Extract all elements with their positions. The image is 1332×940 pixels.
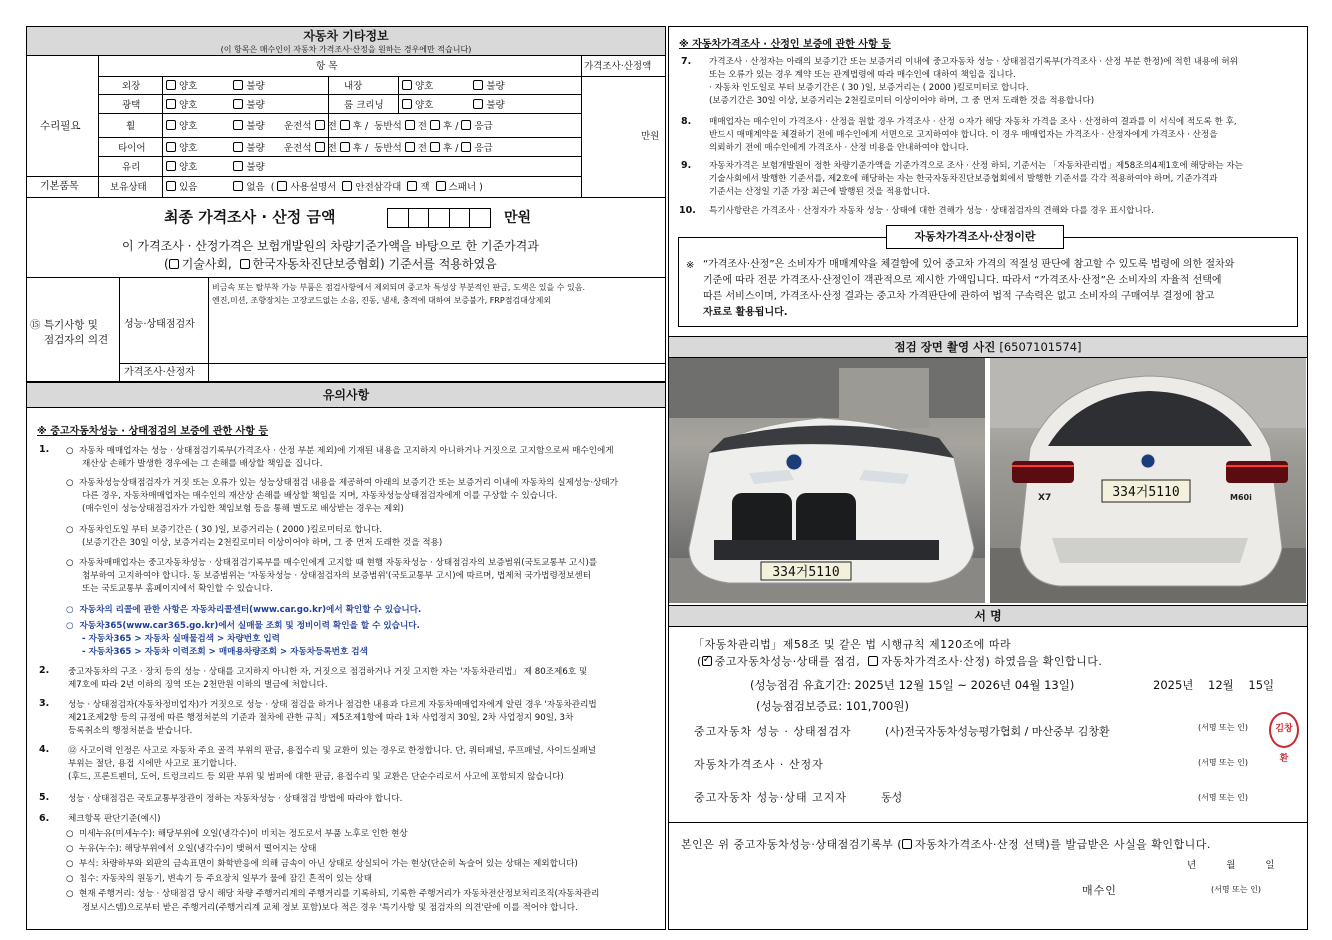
glass-bad-checkbox[interactable]: [233, 161, 243, 171]
possession-options: 있음 없음 ( 사용설명서 안전삼각대 잭 스패너 ): [166, 181, 483, 194]
interior-bad-checkbox[interactable]: [473, 80, 483, 90]
receipt-line: 본인은 위 중고자동차성능·상태점검기록부 ( 자동차가격조사·산정 선택)를 발급받은 사실을 확인합니다.: [681, 838, 1211, 851]
notice-1d-3: 또는 국토교통부 홈페이지에서 확인할 수 있습니다.: [82, 584, 273, 594]
manual-checkbox[interactable]: [277, 181, 287, 191]
notice-1e: ○ 자동차의 리콜에 관한 사항은 자동차리콜센터(www.car.go.kr)에서 확인할 수 있습니다.: [66, 605, 422, 615]
glass-good-checkbox[interactable]: [166, 161, 176, 171]
room-bad-checkbox[interactable]: [473, 99, 483, 109]
exterior-bad-checkbox[interactable]: [233, 80, 243, 90]
interior-good-checkbox[interactable]: [402, 80, 412, 90]
notice-6-num: 6.: [39, 813, 50, 824]
inspector-sign-note: (서명 또는 인): [1198, 723, 1248, 732]
buyer-sign-note: (서명 또는 인): [1211, 885, 1261, 894]
notice-4-2: 부위는 절단, 용접 시에만 사고로 표기합니다.: [68, 759, 237, 769]
car365-link[interactable]: 자동차365(www.car365.go.kr)에서 실매물 조회 및 정비이력 확인을 할 수 있습니다.: [79, 621, 420, 631]
notice-6c: ○ 부식: 차량하부와 외판의 금속표면이 화학반응에 의해 금속이 아닌 상태로 상실되어 가는 현상(단순히 녹슬어 있는 상태는 제외합니다): [66, 859, 578, 869]
wheel-passenger-rear-checkbox[interactable]: [430, 120, 440, 130]
notice-1-num: 1.: [39, 444, 50, 455]
notice-6e: ○ 현재 주행거리: 성능 · 상태점검 당시 해당 차량 주행거리계의 주행거리를 기록하되, 기록한 주행거리가 자동차전산정보처리조직(자동차관리: [66, 889, 600, 899]
gloss-options: 양호 불량: [166, 99, 265, 112]
notice-2-1: 중고자동차의 구조 · 장치 등의 성능 · 상태를 고지하지 아니한 자, 거짓으로 점검하거나 거짓 고지한 자는 '자동차관리법」 제 80조제6호 및: [68, 667, 588, 677]
inspector-label: 성능·상태점검자: [124, 319, 195, 330]
rear-car-drawing: [990, 358, 1306, 603]
r7-1: 가격조사 · 산정자는 아래의 보증기간 또는 보증거리 이내에 중고자동차 성능 · 상태점검기록부(가격조사 · 산정 부분 한정)에 적힌 내용에 허위: [709, 57, 1238, 67]
define-4: 자료로 활용됩니다.: [703, 307, 788, 318]
notice-1a: ○ 자동차 매매업자는 성능 · 상태점검기록부(가격조사 · 산정 부분 제외)에 기재된 내용을 고지하지 아니하거나 거짓으로 고지함으로써 매수인에게: [66, 446, 614, 456]
exterior-options: 양호 불량: [166, 80, 265, 93]
notice-5-num: 5.: [39, 792, 50, 803]
row-exterior: 외장: [122, 81, 141, 92]
sign-divider: [668, 822, 1308, 823]
opinion-label-1: ⑮ 특기사항 및: [30, 319, 98, 331]
final-desc-2: ( 기술사회, 한국자동차진단보증협회) 기준서를 적용하였음: [164, 257, 497, 271]
notice-title: ※ 중고자동차성능 · 상태점검의 보증에 관한 사항 등: [37, 426, 269, 437]
notice-1c: ○ 자동차인도일 부터 보증기간은 ( 30 )일, 보증거리는 ( 2000 )킬로미터로 합니다.: [66, 525, 383, 535]
fee: (성능점검보증료: 101,700원): [756, 699, 909, 713]
notice-6e-2: 정보시스템)으로부터 받은 주행거리(주행거리계 교체 정보 포함)보다 적은 경우 '특기사항 및 점검자의 의견'란에 이를 적어야 합니다.: [82, 903, 578, 913]
spanner-checkbox[interactable]: [436, 181, 446, 191]
opinion-text-2: 엔진,미션, 조향장치는 고장코드없는 소음, 진동, 냄새, 충격에 대하여 보증불가, FRP점검대상제외: [212, 296, 552, 305]
r8-num: 8.: [681, 116, 692, 127]
r7-2: 또는 오류가 있는 경우 계약 또는 관계법령에 따라 매수인에 대하여 책임을 집니다.: [709, 70, 1016, 80]
opinion-text-1: 비금속 또는 탈부착 가능 부품은 점검사항에서 제외되며 중고차 특성상 부분적인 판금, 도색은 있을 수 있음.: [212, 283, 585, 292]
r7-3: · 자동차 인도일로 부터 보증기간은 ( 30 )일, 보증거리는 ( 2000 )킬로미터로 합니다.: [709, 83, 1029, 93]
row-wheel: 휠: [126, 121, 136, 132]
notice-1d: ○ 자동차매매업자는 중고자동차성능 · 상태점검기록부를 매수인에게 고지할 때 현행 자동차성능 · 상태점검자의 보증범위(국토교통부 고시)를: [66, 558, 598, 568]
r7-num: 7.: [681, 56, 692, 67]
notice-1f-2: - 자동차365 > 자동차 실매물검색 > 차량번호 입력: [82, 634, 280, 644]
notice-6b: ○ 누유(누수): 해당부위에서 오일(냉각수)이 맺혀서 떨어지는 상태: [66, 844, 317, 854]
etc-subtitle: (이 항목은 매수인이 자동차 가격조사·산정을 원하는 경우에만 적습니다): [220, 45, 472, 54]
final-price-boxes[interactable]: [387, 208, 491, 228]
notifier-name: 동성: [881, 791, 903, 804]
notifier-sign-note: (서명 또는 인): [1198, 793, 1248, 802]
rear-car-photo: [990, 358, 1306, 603]
tire-driver-rear-checkbox[interactable]: [340, 142, 350, 152]
notifier-role: 중고자동차 성능·상태 고지자: [694, 791, 848, 804]
etc-title: 자동차 기타정보: [303, 29, 389, 43]
basic-label: 기본품목: [40, 181, 79, 192]
notice-2-num: 2.: [39, 665, 50, 676]
notice-1b: ○ 자동차성능상태점검자가 거짓 또는 오류가 있는 성능상태점검 내용을 제공하여 아래의 보증기간 또는 보증거리 이내에 자동차의 실제성능·상태가: [66, 478, 619, 488]
notice-3-3: 등록취소의 행정처분을 받습니다.: [68, 726, 193, 736]
final-price-unit: 만원: [504, 210, 532, 226]
inspector-seal: 김창환: [1269, 712, 1299, 748]
notice-4-3: (후드, 프론트펜더, 도어, 트렁크리드 등 외판 부위 및 범퍼에 대한 판금, 용접수리 및 교환은 단순수리로서 사고에 포함되지 않습니다): [68, 772, 564, 782]
notice-1f: ○ 자동차365(www.car365.go.kr)에서 실매물 조회 및 정비이력 확인을 할 수 있습니다.: [66, 621, 420, 631]
notice-header: 유의사항: [26, 382, 666, 408]
notice-1f-3: - 자동차365 > 자동차 이력조회 > 매매용차량조회 > 자동차등록번호 검색: [82, 647, 368, 657]
etc-table: [26, 56, 666, 198]
define-3: 따른 서비스이며, 가격조사·산정 결과는 중고차 가격판단에 관하여 법적 구속력은 없고 소비자의 구매여부 결정에 참고: [703, 291, 1215, 302]
inspector-name: (사)전국자동차성능평가협회 / 마산중부 김창환: [885, 725, 1110, 738]
wheel-bad-checkbox[interactable]: [233, 120, 243, 130]
rear-badge-trim: M60i: [1230, 493, 1252, 502]
front-car-photo: [669, 358, 985, 603]
define-1: “가격조사·산정”은 소비자가 매매계약을 체결함에 있어 중고차 가격의 적절성 판단에 참고할 수 있도록 법령에 의한 절차와: [703, 259, 1235, 270]
r9-1: 자동차가격은 보험개발원이 정한 차량기준가액을 기준가격으로 조사 · 산정 하되, 기준서는 「자동차관리법」제58조의4제1호에 해당하는 자는: [709, 161, 1243, 171]
row-possession: 보유상태: [110, 182, 147, 193]
r8-3: 의뢰하기 전에 매수인에게 가격조사 · 산정 비용을 안내하여야 합니다.: [709, 143, 969, 153]
appraiser-role: 자동차가격조사 · 산정자: [694, 758, 824, 771]
perf-check-checkbox[interactable]: [702, 656, 712, 666]
rear-plate-text: 334거5110: [1112, 485, 1180, 500]
notice-1b-2: 다른 경우, 자동차매매업자는 매수인의 재산상 손해를 배상할 책임을 지며, 자동차성능상태점검자에게 이를 구상할 수 있습니다.: [82, 491, 558, 501]
photo-header-title: 점검 장면 촬영 사진: [894, 340, 996, 354]
tire-options: 양호 불량: [166, 142, 265, 155]
tire-passenger-front-checkbox[interactable]: [405, 142, 415, 152]
glass-options: 양호 불량: [166, 161, 265, 174]
final-price-section: [26, 198, 666, 278]
notice-4-num: 4.: [39, 744, 50, 755]
wheel-driver-rear-checkbox[interactable]: [340, 120, 350, 130]
define-2: 기준에 따라 전문 가격조사·산정인이 객관적으로 제시한 가액입니다. 따라서 “가격조사·산정”은 소비자의 자율적 선택에: [703, 275, 1222, 286]
repair-label: 수리필요: [40, 120, 81, 132]
sign-header: 서 명: [668, 605, 1308, 627]
rear-badge-model: X7: [1038, 493, 1052, 503]
valid-period: (성능점검 유효기간: 2025년 12월 15일 ~ 2026년 04월 13일): [750, 678, 1075, 692]
receipt-date: 년 월 일: [1187, 860, 1275, 871]
buyer-label: 매수인: [1082, 884, 1117, 897]
notice-4-1: ⑫ 사고이력 인정은 사고로 자동차 주요 골격 부위의 판금, 용접수리 및 교환이 있는 경우로 한정합니다. 단, 쿼터패널, 루프패널, 사이드실패널: [68, 746, 597, 756]
opinion-section: [26, 278, 666, 382]
receipt-appraisal-checkbox[interactable]: [902, 839, 912, 849]
row-tire: 타이어: [118, 143, 146, 154]
r10-1: 특기사항란은 가격조사 · 산정자가 자동차 성능 · 상태에 대한 견해가 성능 · 상태점검자의 견해와 다를 경우 표시합니다.: [709, 206, 1154, 216]
r10-num: 10.: [679, 205, 696, 216]
sign-line-1: 「자동차관리법」제58조 및 같은 법 시행규칙 제120조에 따라: [693, 638, 1012, 651]
exterior-good-checkbox[interactable]: [166, 80, 176, 90]
r9-2: 기술사회에서 발행한 기준서를, 제2호에 해당하는 자는 한국자동차진단보증협회에서 발행한 기준서를 각각 적용하여야 하며, 기준가격과: [709, 174, 1218, 184]
notice-6-title: 체크항목 판단기준(예시): [68, 814, 161, 824]
notice-1a-2: 재산상 손해가 발생한 경우에는 그 손해를 배상할 책임을 집니다.: [82, 459, 323, 469]
wheel-options: 양호 불량: [166, 120, 265, 133]
notice-6d: ○ 침수: 자동차의 원동기, 변속기 등 주요장치 일부가 물에 잠긴 흔적이 있는 상태: [66, 874, 372, 884]
room-cleaning-options: 양호 불량: [402, 99, 505, 112]
notice-5-1: 성능 · 상태점검은 국토교통부장관이 정하는 자동차성능 · 상태점검 방법에 따라야 합니다.: [68, 794, 403, 804]
wheel-good-checkbox[interactable]: [166, 120, 176, 130]
wheel-passenger-front-checkbox[interactable]: [405, 120, 415, 130]
recall-link[interactable]: 자동차의 리콜에 관한 사항은 자동차리콜센터(www.car.go.kr)에서 확인할 수 있습니다.: [79, 605, 422, 615]
kadwa-checkbox[interactable]: [240, 259, 250, 269]
appraisal-checkbox[interactable]: [868, 656, 878, 666]
row-room-cleaning: 룸 크리닝: [344, 100, 384, 111]
r8-1: 매매업자는 매수인이 가격조사 · 산정을 원할 경우 가격조사 · 산정 ㅇ자가 해당 자동차 가격을 조사 · 산정하여 결과를 이 서식에 적도록 한 후,: [709, 117, 1237, 127]
warranty-title: ※ 자동차가격조사 · 산정인 보증에 관한 사항 등: [679, 39, 891, 50]
gloss-bad-checkbox[interactable]: [233, 99, 243, 109]
manwon-label: 만원: [641, 131, 660, 142]
notice-1c-2: (보증기간은 30일 이상, 보증거리는 2천킬로미터 이상이어야 하며, 그 중 먼저 도래한 것을 적용): [82, 538, 443, 548]
notice-1d-2: 첨부하여 고지하여야 합니다. 동 보증범위는 '자동차성능 · 상태점검자의 보증범위'(국토교통부 고시)에 따르며, 법제처 국가법령정보센터: [82, 571, 591, 581]
row-glass: 유리: [122, 162, 141, 173]
front-car-drawing: [669, 358, 985, 603]
interior-options: 양호 불량: [402, 80, 505, 93]
inspector-role: 중고자동차 성능 · 상태점검자: [694, 725, 852, 738]
wheel-positions: 운전석 전 후 / 동반석 전 후 / 응급: [284, 121, 493, 132]
define-mark: ※: [686, 260, 695, 271]
appraiser-label: 가격조사·산정자: [124, 367, 195, 378]
tire-good-checkbox[interactable]: [166, 142, 176, 152]
notice-6a: ○ 미세누유(미세누수): 해당부위에 오일(냉각수)이 비치는 정도로서 부품 노후로 인한 현상: [66, 829, 408, 839]
triangle-checkbox[interactable]: [342, 181, 352, 191]
appraiser-sign-note: (서명 또는 인): [1198, 758, 1248, 767]
col-item-header: 항 목: [316, 61, 338, 72]
r9-3: 기준서는 산정일 기준 가장 최근에 발행된 것을 적용합니다.: [709, 187, 931, 197]
tire-driver-front-checkbox[interactable]: [315, 142, 325, 152]
possession-have-checkbox[interactable]: [166, 181, 176, 191]
etc-header: [26, 26, 666, 56]
tire-emergency-checkbox[interactable]: [461, 142, 471, 152]
gloss-good-checkbox[interactable]: [166, 99, 176, 109]
opinion-label-2: 점검자의 의견: [44, 334, 109, 346]
r9-num: 9.: [681, 160, 692, 171]
final-desc-1: 이 가격조사 · 산정가격은 보험개발원의 차량기준가액을 바탕으로 한 기준가격과: [122, 239, 539, 253]
sign-line-2: (✓ 중고자동차성능·상태를 점검, 자동차가격조사·산정) 하였음을 확인합니다.: [697, 653, 1102, 669]
define-box: [678, 237, 1298, 327]
wheel-driver-front-checkbox[interactable]: [315, 120, 325, 130]
tire-passenger-rear-checkbox[interactable]: [430, 142, 440, 152]
photo-header: [668, 336, 1308, 358]
notice-2-2: 제7호에 따라 2년 이하의 징역 또는 2천만원 이하의 벌금에 처합니다.: [68, 680, 328, 690]
notice-3-1: 성능 · 상태점검자(자동차정비업자)가 거짓으로 성능 · 상태 점검을 하거나 점검한 내용과 다르게 자동차매매업자에게 알린 경우 '자동차관리법: [68, 700, 597, 710]
possession-none-checkbox[interactable]: [233, 181, 243, 191]
jack-checkbox[interactable]: [407, 181, 417, 191]
room-good-checkbox[interactable]: [402, 99, 412, 109]
notice-3-num: 3.: [39, 698, 50, 709]
tech-society-checkbox[interactable]: [169, 259, 179, 269]
define-title: 자동차가격조사·산정이란: [886, 225, 1064, 249]
wheel-emergency-checkbox[interactable]: [461, 120, 471, 130]
tire-positions: 운전석 전 후 / 동반석 전 후 / 응급: [284, 143, 493, 154]
front-plate-text: 334거5110: [772, 565, 840, 580]
notice-1b-3: (매수인이 성능상태점검자가 가입한 책임보험 등을 통해 별도로 배상받는 경우는 제외): [82, 504, 404, 514]
col-price-header: 가격조사·산정액: [584, 61, 652, 72]
row-gloss: 광택: [122, 100, 141, 111]
tire-bad-checkbox[interactable]: [233, 142, 243, 152]
notice-3-2: 제21조제2항 등의 규정에 따른 행정처분의 기준과 절차에 관한 규칙」제5조제1항에 따라 1차 사업정지 30일, 2차 사업정지 90일, 3차: [68, 713, 574, 723]
r8-2: 반드시 매매계약을 체결하기 전에 매수인에게 서면으로 고지하여야 합니다. 이 경우 매매업자는 가격조사 · 산정자에게 가격조사 · 산정을: [709, 130, 1218, 140]
r7-4: (보증기간은 30일 이상, 보증거리는 2천킬로미터 이상이어야 하며, 그 중 먼저 도래한 것을 적용합니다): [709, 96, 1095, 106]
final-price-title: 최종 가격조사 · 산정 금액: [164, 208, 336, 226]
row-interior: 내장: [344, 81, 363, 92]
photo-id: [6507101574]: [999, 340, 1082, 354]
issue-date: 2025년 12월 15일: [1153, 678, 1275, 692]
